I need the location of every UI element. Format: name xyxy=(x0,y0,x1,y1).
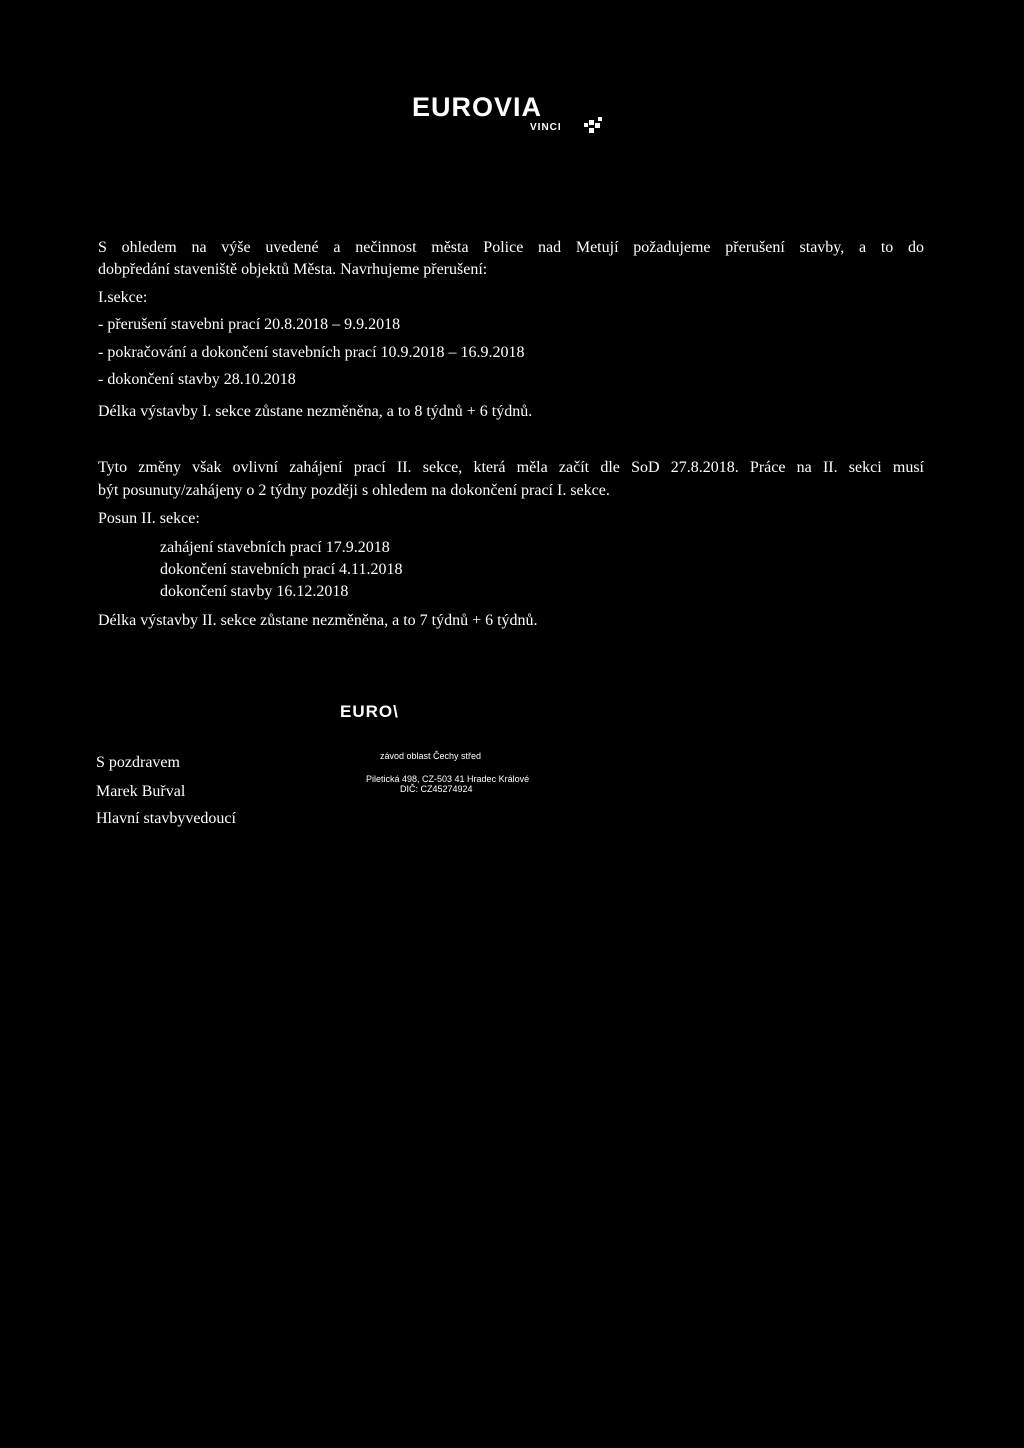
company-logo xyxy=(412,93,612,143)
section-2-item: dokončení stavby 16.12.2018 xyxy=(160,583,349,600)
section-2-duration: Délka výstavby II. sekce zůstane nezměněna, a to 7 týdnů + 6 týdnů. xyxy=(98,612,538,629)
section-2-heading: Posun II. sekce: xyxy=(98,510,200,527)
signature-name: Marek Buřval xyxy=(96,783,186,800)
paragraph-1-line-1: S ohledem na výše uvedené a nečinnost města Police nad Metují požadujeme přerušení stavby, a to do xyxy=(98,239,924,256)
logo-wordmark: EUROVIA xyxy=(412,92,543,122)
paragraph-2-line-1: Tyto změny však ovlivní zahájení prací II. sekce, která měla začít dle SoD 27.8.2018. Práce na II. sekci musí xyxy=(98,459,924,476)
stamp-line-3: DIČ: CZ45274924 xyxy=(400,784,473,794)
vinci-logo-icon xyxy=(584,117,604,135)
paragraph-1-line-2: dobpředání staveniště objektů Města. Navrhujeme přerušení: xyxy=(98,261,488,278)
section-2-item: zahájení stavebních prací 17.9.2018 xyxy=(160,539,390,556)
section-2-item: dokončení stavebních prací 4.11.2018 xyxy=(160,561,403,578)
stamp-line-1: závod oblast Čechy střed xyxy=(380,751,482,761)
paragraph-2-line-2: být posunuty/zahájeny o 2 týdny později s ohledem na dokončení prací I. sekce. xyxy=(98,482,610,499)
company-stamp xyxy=(330,700,530,800)
stamp-logo: EURO\ xyxy=(340,702,399,721)
section-1-item: - pokračování a dokončení stavebních prací 10.9.2018 – 16.9.2018 xyxy=(98,344,525,361)
stamp-line-2: Piletická 498, CZ-503 41 Hradec Králové xyxy=(366,774,530,784)
section-1-item: - přerušení stavebni prací 20.8.2018 – 9.9.2018 xyxy=(98,316,401,333)
logo-subtitle: VINCI xyxy=(530,122,562,133)
signature-greeting: S pozdravem xyxy=(96,754,180,771)
section-1-heading: I.sekce: xyxy=(98,289,148,306)
signature-role: Hlavní stavbyvedoucí xyxy=(96,810,236,827)
section-1-duration: Délka výstavby I. sekce zůstane nezměněna, a to 8 týdnů + 6 týdnů. xyxy=(98,403,533,420)
section-1-item: - dokončení stavby 28.10.2018 xyxy=(98,371,296,388)
